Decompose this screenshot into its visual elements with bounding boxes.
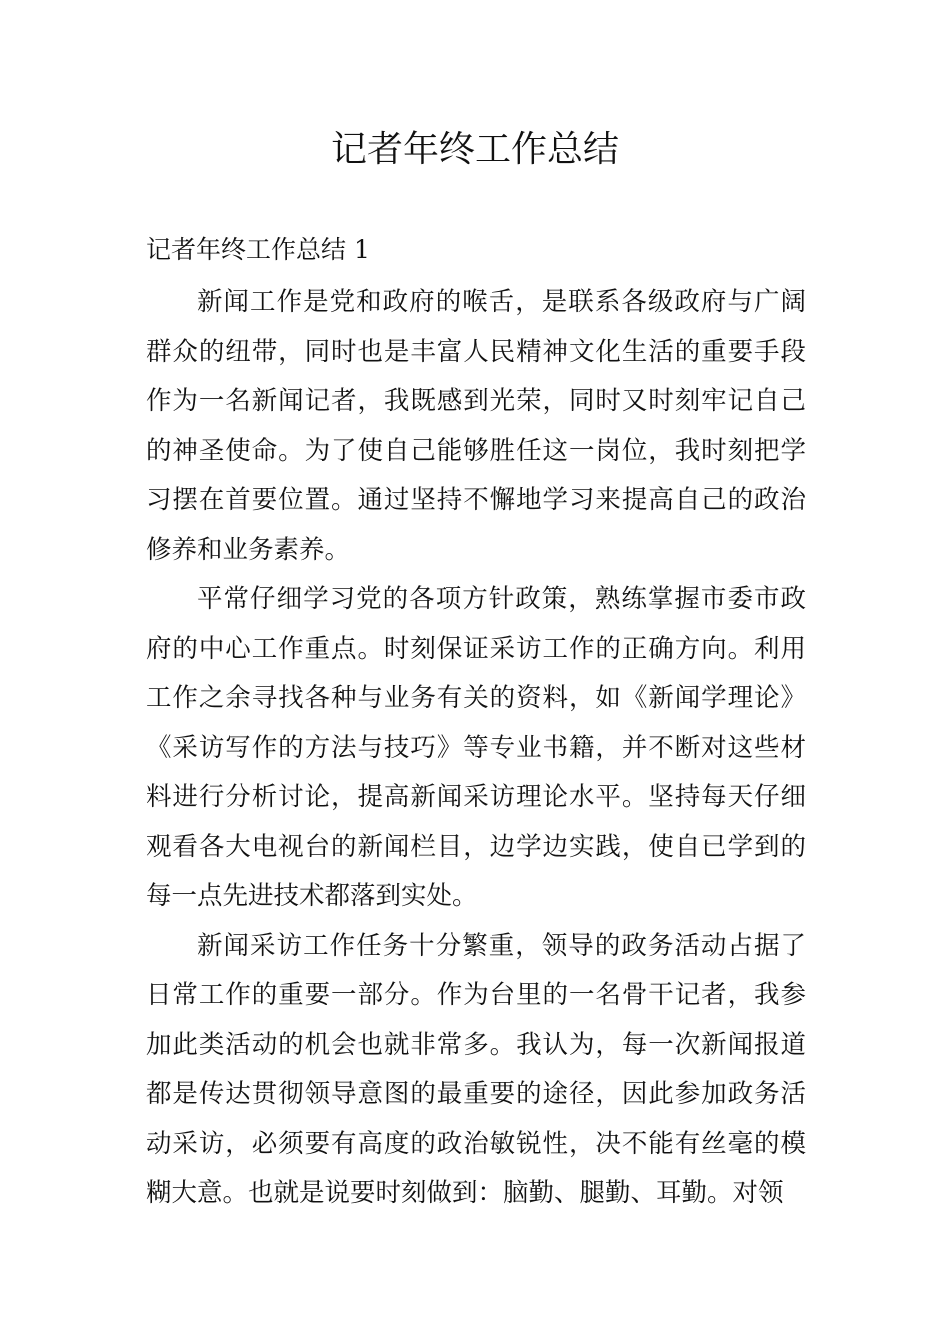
paragraph: 平常仔细学习党的各项方针政策，熟练掌握市委市政府的中心工作重点。时刻保证采访工作的正确方向。利用工作之余寻找各种与业务有关的资料，如《新闻学理论》《采访写作的方法与技巧》等专业书籍，并不断对这些材料进行分析讨论，提高新闻采访理论水平。坚持每天仔细观看各大电视台的新闻栏目，边学边实践，使自已学到的每一点先进技术都落到实处。 (146, 584, 806, 911)
paragraph: 新闻采访工作任务十分繁重，领导的政务活动占据了日常工作的重要一部分。作为台里的一名骨干记者，我参加此类活动的机会也就非常多。我认为，每一次新闻报道都是传达贯彻领导意图的最重要的途径，因此参加政务活动采访，必须要有高度的政治敏锐性，决不能有丝毫的模糊大意。也就是说要时刻做到：脑勤、腿勤、耳勤。对领 (146, 930, 806, 1208)
document-body (146, 278, 806, 1219)
document-title: 记者年终工作总结 (330, 129, 619, 170)
section-heading: 记者年终工作总结 1 (146, 235, 370, 264)
paragraph: 新闻工作是党和政府的喉舌，是联系各级政府与广阔群众的纽带，同时也是丰富人民精神文化生活的重要手段作为一名新闻记者，我既感到光荣，同时又时刻牢记自己的神圣使命。为了使自己能够胜任这一岗位，我时刻把学习摆在首要位置。通过坚持不懈地学习来提高自己的政治修养和业务素养。 (146, 287, 806, 565)
